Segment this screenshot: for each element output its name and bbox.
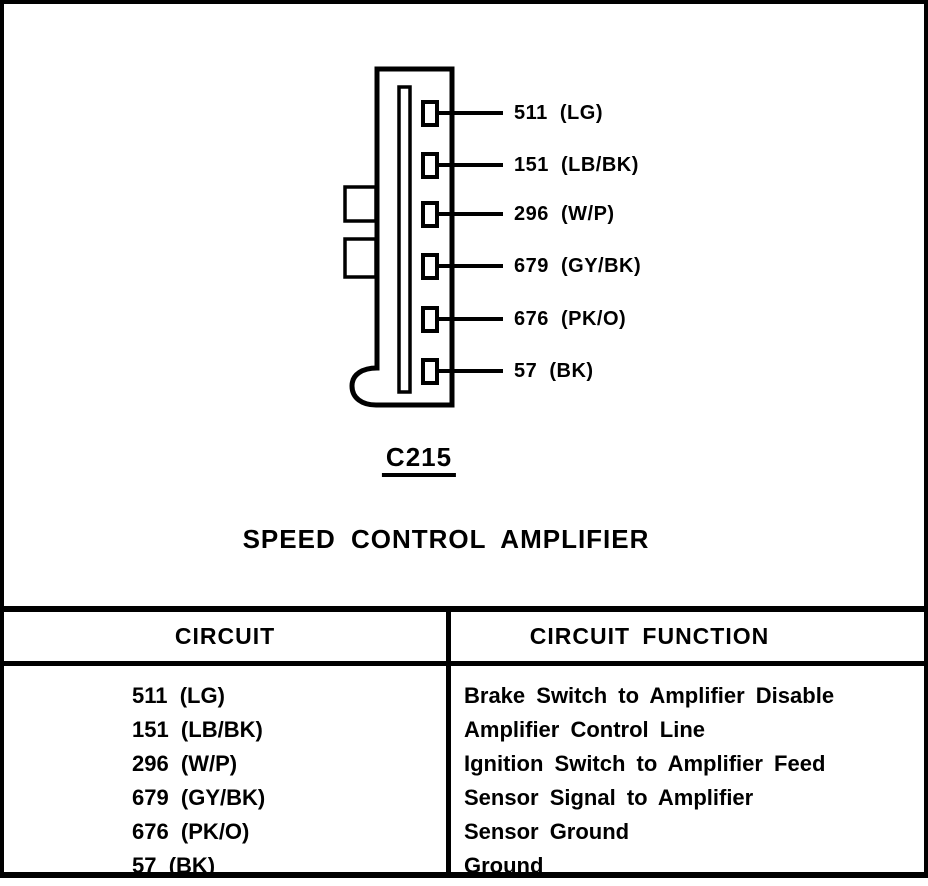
pin-label-296: 296 (W/P) (514, 203, 615, 225)
pin-cavity-6 (423, 360, 437, 383)
header-circuit-label: CIRCUIT (174, 623, 276, 649)
pin-label-676: 676 (PK/O) (514, 308, 627, 330)
connector-id-label: C215 (382, 444, 456, 477)
pin-cavity-1 (423, 102, 437, 125)
connector-lock-tab-upper (345, 187, 376, 221)
function-column (451, 666, 924, 878)
pin-label-679: 679 (GY/BK) (514, 255, 642, 277)
circuit-cell: 676 (PK/O) (132, 819, 250, 844)
header-function-label: CIRCUIT FUNCTION (529, 623, 770, 649)
function-cell: Sensor Signal to Amplifier (464, 785, 754, 810)
connector-keyway-slot (399, 87, 410, 392)
pin-label-511: 511 (LG) (514, 102, 603, 124)
pin-cavity-3 (423, 203, 437, 226)
circuit-cell: 679 (GY/BK) (132, 785, 266, 810)
circuit-cell: 151 (LB/BK) (132, 717, 263, 742)
circuit-cell: 296 (W/P) (132, 751, 238, 776)
header-cell-circuit (4, 612, 451, 661)
pin-cavity-5 (423, 308, 437, 331)
connector-lock-tab-lower (345, 239, 376, 277)
diagram-title: SPEED CONTROL AMPLIFIER (242, 524, 650, 554)
function-cell: Sensor Ground (464, 819, 630, 844)
circuit-cell: 57 (BK) (132, 853, 216, 878)
circuit-cell: 511 (LG) (132, 683, 225, 708)
pin-cavity-2 (423, 154, 437, 177)
circuit-table-body (0, 666, 928, 878)
function-cell: Amplifier Control Line (464, 717, 705, 742)
circuit-column (4, 666, 451, 878)
circuit-table-header (0, 612, 928, 666)
pin-label-57: 57 (BK) (514, 360, 594, 382)
function-cell: Brake Switch to Amplifier Disable (464, 683, 835, 708)
function-cell: Ignition Switch to Amplifier Feed (464, 751, 826, 776)
header-cell-function (451, 612, 924, 661)
pin-label-151: 151 (LB/BK) (514, 154, 639, 176)
pin-cavity-4 (423, 255, 437, 278)
function-cell: Ground (464, 853, 544, 878)
